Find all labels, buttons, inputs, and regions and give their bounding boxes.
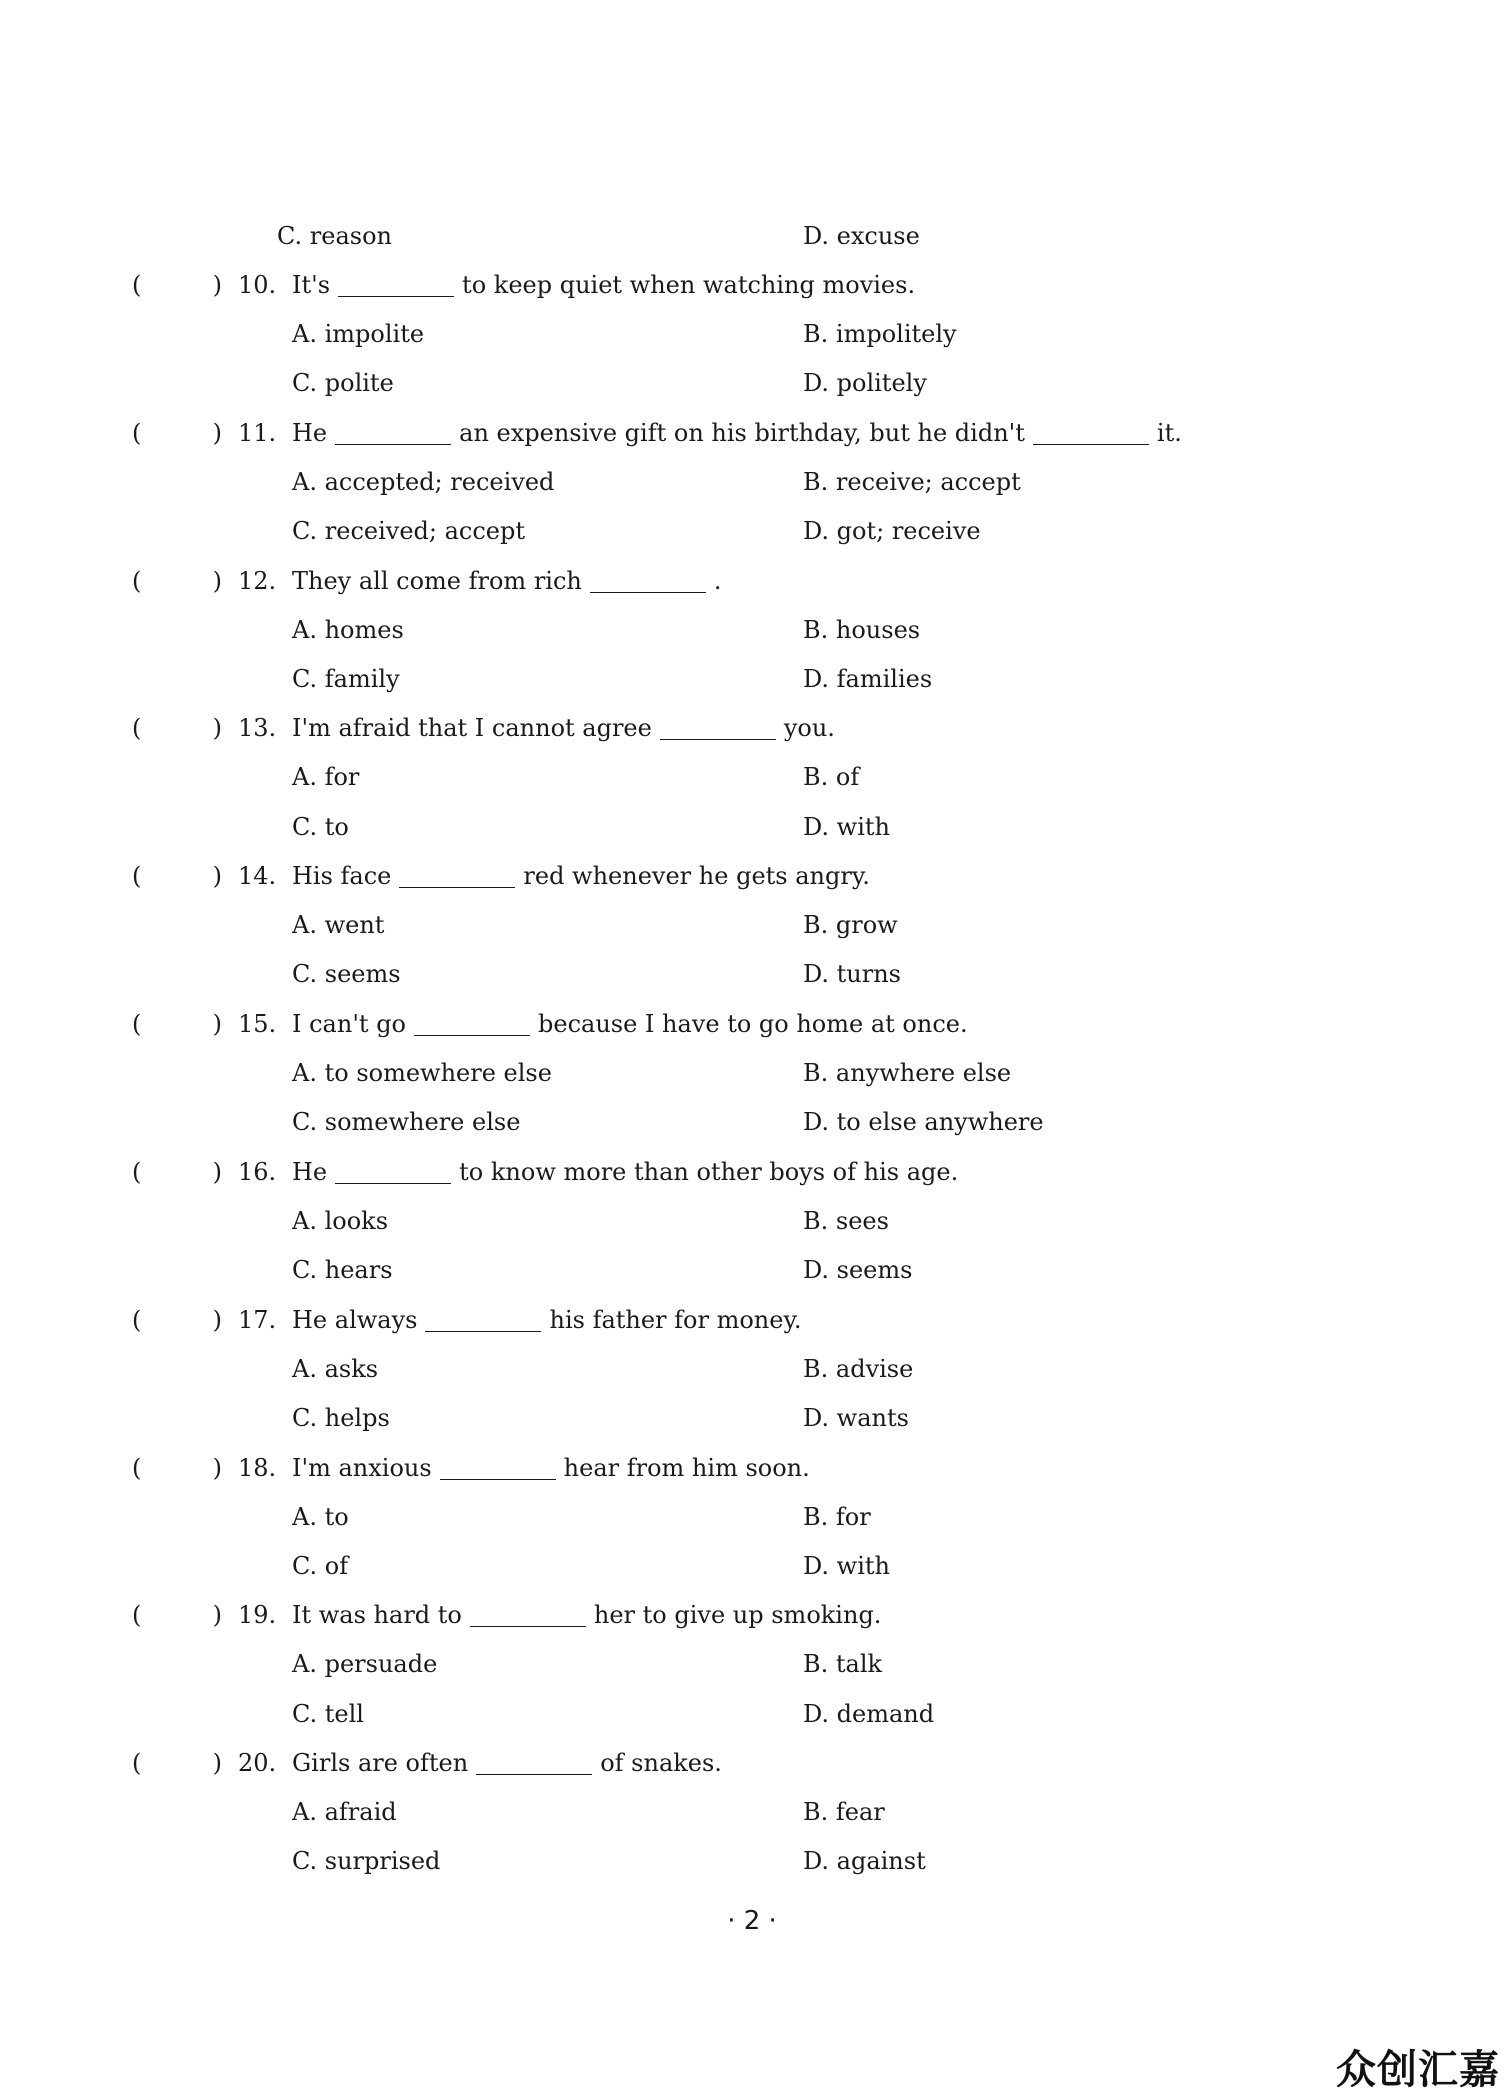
option-b: B. grow: [803, 911, 898, 939]
answer-bracket[interactable]: ( ): [132, 419, 222, 447]
question-19: [0, 1595, 1504, 1635]
option-b: B. for: [803, 1503, 871, 1531]
question-16-options-cd: [0, 1250, 1504, 1290]
option-a: A. persuade: [292, 1650, 438, 1678]
answer-bracket[interactable]: ( ): [132, 714, 222, 742]
option-d: D. to else anywhere: [803, 1108, 1044, 1136]
question-18: [0, 1448, 1504, 1488]
answer-blank[interactable]: [414, 1009, 530, 1036]
option-d: D. wants: [803, 1404, 909, 1432]
option-b: B. sees: [803, 1207, 889, 1235]
question-stem: I can't go because I have to go home at once.: [292, 1010, 968, 1038]
option-c: C. somewhere else: [292, 1108, 521, 1136]
question-stem: I'm anxious hear from him soon.: [292, 1454, 810, 1482]
option-b: B. anywhere else: [803, 1059, 1012, 1087]
option-c: C. of: [292, 1552, 349, 1580]
answer-blank[interactable]: [338, 270, 454, 297]
option-d: D. politely: [803, 369, 927, 397]
option-d: D. turns: [803, 960, 901, 988]
question-14-options-ab: [0, 905, 1504, 945]
question-stem: He to know more than other boys of his age.: [292, 1158, 959, 1186]
question-number: 11.: [238, 419, 277, 447]
question-10: [0, 265, 1504, 305]
option-a: A. homes: [292, 616, 404, 644]
question-11-options-ab: [0, 462, 1504, 502]
question-12: [0, 561, 1504, 601]
question-number: 18.: [238, 1454, 277, 1482]
option-c: C. surprised: [292, 1847, 441, 1875]
question-number: 14.: [238, 862, 277, 890]
question-10-options-cd: [0, 363, 1504, 403]
question-14-options-cd: [0, 954, 1504, 994]
question-20: [0, 1743, 1504, 1783]
question-17-options-cd: [0, 1398, 1504, 1438]
question-20-options-cd: [0, 1841, 1504, 1881]
q9-options-cd: [0, 216, 1504, 256]
option-c: C. family: [292, 665, 400, 693]
question-number: 20.: [238, 1749, 277, 1777]
q9-option-c: C. reason: [277, 222, 392, 250]
question-number: 13.: [238, 714, 277, 742]
answer-blank[interactable]: [660, 713, 776, 740]
option-a: A. asks: [292, 1355, 379, 1383]
question-13-options-cd: [0, 807, 1504, 847]
question-stem: It was hard to her to give up smoking.: [292, 1601, 882, 1629]
answer-blank[interactable]: [476, 1748, 592, 1775]
question-15-options-cd: [0, 1102, 1504, 1142]
question-11-options-cd: [0, 511, 1504, 551]
option-d: D. against: [803, 1847, 926, 1875]
question-stem: I'm afraid that I cannot agree you.: [292, 714, 835, 742]
question-18-options-ab: [0, 1497, 1504, 1537]
question-14: [0, 856, 1504, 896]
option-b: B. fear: [803, 1798, 885, 1826]
option-a: A. impolite: [292, 320, 425, 348]
question-13: [0, 708, 1504, 748]
answer-blank[interactable]: [335, 418, 451, 445]
answer-bracket[interactable]: ( ): [132, 1454, 222, 1482]
option-c: C. helps: [292, 1404, 390, 1432]
question-15: [0, 1004, 1504, 1044]
answer-blank[interactable]: [440, 1453, 556, 1480]
question-number: 17.: [238, 1306, 277, 1334]
option-d: D. seems: [803, 1256, 913, 1284]
question-stem: He an expensive gift on his birthday, but he didn't it.: [292, 419, 1182, 447]
question-17-options-ab: [0, 1349, 1504, 1389]
question-13-options-ab: [0, 757, 1504, 797]
option-b: B. of: [803, 763, 860, 791]
answer-bracket[interactable]: ( ): [132, 1306, 222, 1334]
q9-option-d: D. excuse: [803, 222, 920, 250]
answer-blank[interactable]: [335, 1157, 451, 1184]
answer-bracket[interactable]: ( ): [132, 567, 222, 595]
question-stem: Girls are often of snakes.: [292, 1749, 722, 1777]
answer-blank[interactable]: [470, 1600, 586, 1627]
question-15-options-ab: [0, 1053, 1504, 1093]
question-number: 16.: [238, 1158, 277, 1186]
question-19-options-cd: [0, 1694, 1504, 1734]
option-a: A. accepted; received: [292, 468, 555, 496]
option-d: D. with: [803, 813, 890, 841]
answer-blank-2[interactable]: [1033, 418, 1149, 445]
option-b: B. advise: [803, 1355, 914, 1383]
option-c: C. hears: [292, 1256, 393, 1284]
question-10-options-ab: [0, 314, 1504, 354]
question-stem: They all come from rich .: [292, 567, 722, 595]
option-d: D. with: [803, 1552, 890, 1580]
option-c: C. polite: [292, 369, 394, 397]
question-19-options-ab: [0, 1644, 1504, 1684]
option-a: A. looks: [292, 1207, 389, 1235]
question-12-options-cd: [0, 659, 1504, 699]
answer-bracket[interactable]: ( ): [132, 862, 222, 890]
question-number: 15.: [238, 1010, 277, 1038]
option-d: D. got; receive: [803, 517, 981, 545]
option-c: C. received; accept: [292, 517, 526, 545]
question-16: [0, 1152, 1504, 1192]
option-a: A. afraid: [292, 1798, 397, 1826]
question-16-options-ab: [0, 1201, 1504, 1241]
question-stem: He always his father for money.: [292, 1306, 802, 1334]
option-a: A. for: [292, 763, 360, 791]
option-c: C. to: [292, 813, 349, 841]
answer-bracket[interactable]: ( ): [132, 1601, 222, 1629]
option-b: B. impolitely: [803, 320, 957, 348]
answer-blank[interactable]: [425, 1305, 541, 1332]
option-c: C. seems: [292, 960, 401, 988]
question-11: [0, 413, 1504, 453]
answer-bracket[interactable]: ( ): [132, 271, 222, 299]
answer-bracket[interactable]: ( ): [132, 1749, 222, 1777]
option-a: A. to: [292, 1503, 349, 1531]
question-stem: It's to keep quiet when watching movies.: [292, 271, 916, 299]
question-17: [0, 1300, 1504, 1340]
option-a: A. to somewhere else: [292, 1059, 552, 1087]
question-number: 19.: [238, 1601, 277, 1629]
option-d: D. demand: [803, 1700, 935, 1728]
answer-blank[interactable]: [399, 861, 515, 888]
option-b: B. receive; accept: [803, 468, 1021, 496]
question-20-options-ab: [0, 1792, 1504, 1832]
question-12-options-ab: [0, 610, 1504, 650]
answer-blank[interactable]: [590, 566, 706, 593]
question-18-options-cd: [0, 1546, 1504, 1586]
answer-bracket[interactable]: ( ): [132, 1010, 222, 1038]
answer-bracket[interactable]: ( ): [132, 1158, 222, 1186]
option-a: A. went: [292, 911, 385, 939]
question-number: 12.: [238, 567, 277, 595]
option-c: C. tell: [292, 1700, 364, 1728]
option-b: B. houses: [803, 616, 921, 644]
page-number: · 2 ·: [727, 1906, 777, 1936]
watermark-logo: 众创汇嘉: [1336, 2047, 1500, 2093]
question-stem: His face red whenever he gets angry.: [292, 862, 870, 890]
option-b: B. talk: [803, 1650, 883, 1678]
question-number: 10.: [238, 271, 277, 299]
option-d: D. families: [803, 665, 933, 693]
